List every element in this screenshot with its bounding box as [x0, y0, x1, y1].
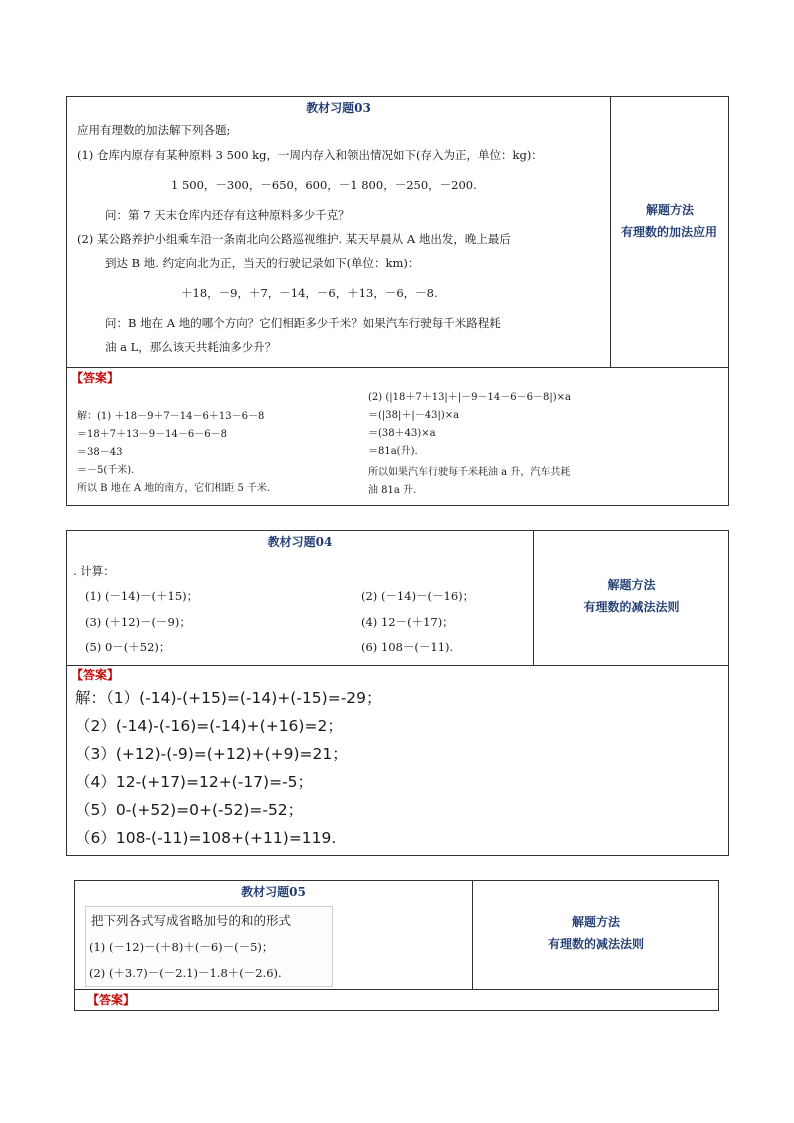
method-title: 解题方法 [607, 578, 656, 592]
row-divider [75, 989, 718, 990]
method-title: 解题方法 [645, 203, 694, 217]
column-divider [610, 97, 611, 367]
question-1-values: 1 500，－300，－650，600，－1 800，－250，－200. [171, 178, 477, 192]
question-2-text-2: 到达 B 地. 约定向北为正，当天的行驶记录如下(单位：km)： [105, 256, 420, 270]
method-body: 有理数的加法应用 [620, 225, 717, 239]
solution-line: 所以如果汽车行驶每千米耗油 a 升，汽车共耗 [368, 467, 571, 478]
solution-line: 油 81a 升. [368, 485, 417, 496]
solution-line: （4）12-(+17)=12+(-17)=-5； [75, 773, 314, 791]
row-divider [67, 665, 728, 666]
solution-line: 解：(1) ＋18－9＋7－14－6＋13－6－8 [77, 411, 265, 422]
solution-line: ＝(38＋43)×a [368, 428, 436, 439]
solution-line: ＝38－43 [77, 447, 123, 458]
solution-line: （2）(-14)-(-16)=(-14)+(+16)=2； [75, 717, 343, 735]
problem-item: (6) 108－(－11). [361, 640, 454, 654]
problem-item: (1) (－14)－(＋15)； [85, 589, 199, 603]
solution-line: 解：（1）(-14)-(+15)=(-14)+(-15)=-29； [75, 689, 382, 707]
solution-line: ＝81a(升). [368, 446, 418, 457]
answer-label: 【答案】 [71, 371, 120, 385]
solution-line: （3）(+12)-(-9)=(+12)+(+9)=21； [75, 745, 348, 763]
lead-text: 把下列各式写成省略加号的和的形式 [91, 913, 292, 928]
method-body: 有理数的减法法则 [547, 937, 644, 951]
exercise-title: 教材习题04 [267, 535, 333, 549]
question-2-text-1: (2) 某公路养护小组乘车沿一条南北向公路巡视维护. 某天早晨从 A 地出发，晚上最后 [77, 232, 511, 246]
solution-line: (2) (|18＋7＋13|＋|－9－14－6－6－8|)×a [368, 392, 571, 403]
problem-item: (1) (－12)－(＋8)＋(－6)－(－5)； [89, 940, 274, 954]
question-1-text: (1) 仓库内原存有某种原料 3 500 kg，一周内存入和领出情况如下(存入为正，单位：kg)： [77, 148, 543, 162]
exercise-04-table [66, 530, 729, 856]
answer-label: 【答案】 [71, 668, 120, 682]
method-title: 解题方法 [571, 915, 620, 929]
exercise-title: 教材习题05 [241, 885, 306, 899]
exercise-03-table [66, 96, 729, 506]
solution-line: ＝(|38|＋|－43|)×a [368, 410, 460, 421]
exercise-05-table [74, 880, 719, 1011]
problem-item: (2) (＋3.7)－(－2.1)－1.8＋(－2.6). [89, 966, 282, 980]
solution-line: （6）108-(-11)=108+(+11)=119. [75, 829, 337, 847]
problem-item: (3) (＋12)－(－9)； [85, 615, 191, 629]
question-1-ask: 问：第 7 天末仓库内还存有这种原料多少千克？ [105, 208, 350, 222]
solution-line: ＝－5(千米). [77, 465, 135, 476]
row-divider [67, 367, 728, 368]
intro-text: 应用有理数的加法解下列各题; [77, 123, 231, 137]
problem-item: (2) (－14)－(－16)； [361, 589, 475, 603]
answer-label: 【答案】 [87, 993, 136, 1007]
method-body: 有理数的减法法则 [583, 600, 680, 614]
question-2-ask-1: 问：B 地在 A 地的哪个方向？它们相距多少千米？如果汽车行驶每千米路程耗 [105, 316, 501, 330]
question-2-values: ＋18，－9，＋7，－14，－6，＋13，－6，－8. [181, 286, 438, 300]
solution-line: 所以 B 地在 A 地的南方，它们相距 5 千米. [77, 483, 271, 494]
exercise-title: 教材习题03 [306, 101, 371, 115]
solution-line: （5）0-(+52)=0+(-52)=-52； [75, 801, 304, 819]
problem-item: (5) 0－(＋52)； [85, 640, 171, 654]
lead-text: . 计算： [73, 564, 115, 578]
solution-line: ＝18＋7＋13－9－14－6－6－8 [77, 429, 227, 440]
question-2-ask-2: 油 a L，那么该天共耗油多少升？ [105, 340, 277, 354]
problem-item: (4) 12－(＋17)； [361, 615, 454, 629]
